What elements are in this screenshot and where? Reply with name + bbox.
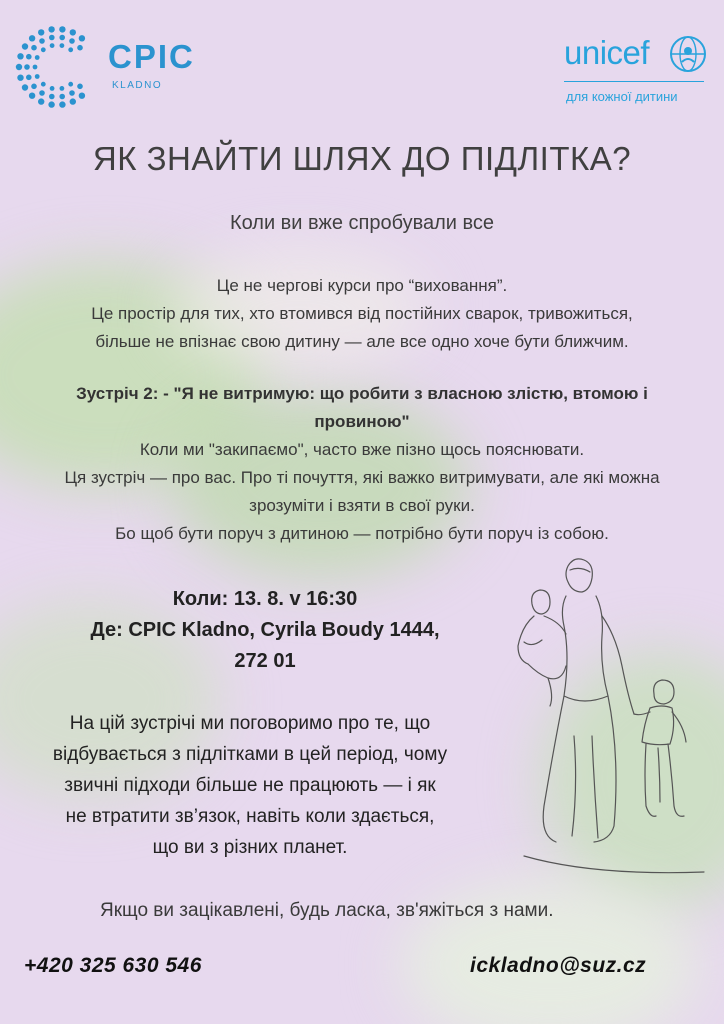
intro-line: Це простір для тих, хто втомився від постійних сварок, тривожиться, xyxy=(91,304,633,323)
description-line: звичні підходи більше не працюють — і як xyxy=(64,775,436,796)
description-line: що ви з різних планет. xyxy=(152,837,348,858)
cpic-ring-dot xyxy=(69,38,75,44)
cpic-ring-dot xyxy=(31,84,37,90)
cpic-ring-dot xyxy=(39,38,45,44)
cpic-wordmark: CPIC xyxy=(108,38,195,75)
meeting-label: Зустріч 2 xyxy=(76,384,153,403)
cpic-ring-dot xyxy=(69,90,75,96)
page-title: ЯК ЗНАЙТИ ШЛЯХ ДО ПІДЛІТКА? xyxy=(92,140,632,177)
event-when: Коли: 13. 8. v 16:30 xyxy=(172,588,358,610)
meeting-title-part2: провиною" xyxy=(314,412,410,431)
meeting-description xyxy=(0,436,724,548)
cpic-ring-dot xyxy=(38,98,44,104)
cpic-ring-dot xyxy=(39,90,45,96)
cpic-ring-dot xyxy=(77,45,83,51)
unicef-logo xyxy=(548,34,708,114)
cpic-ring-dot xyxy=(50,43,55,48)
cpic-ring-dot xyxy=(49,94,55,100)
cpic-ring-dot xyxy=(26,54,32,60)
contact-phone[interactable]: +420 325 630 546 xyxy=(24,954,202,977)
meeting-heading-line xyxy=(30,380,694,408)
unicef-wordmark: unicef xyxy=(564,34,650,71)
cpic-ring-dot xyxy=(60,86,65,91)
description-line: не втратити зв’язок, навіть коли здається, xyxy=(65,806,435,827)
cpic-ring-dot xyxy=(16,64,22,70)
cpic-ring-dot xyxy=(41,82,46,87)
cpic-ring-dot xyxy=(31,45,37,51)
intro-line: більше не впізнає свою дитину — але все одно хоче бути ближчим. xyxy=(95,332,629,351)
cpic-dotted-ring-icon xyxy=(14,24,104,110)
cpic-ring-dot xyxy=(24,64,30,70)
description-line: На цій зустрічі ми поговоримо про те, що xyxy=(69,713,431,734)
meeting-heading xyxy=(30,380,694,436)
cpic-ring-dot xyxy=(17,53,23,59)
cpic-ring-dot xyxy=(70,29,76,35)
event-details xyxy=(30,584,500,677)
intro-paragraph xyxy=(10,272,714,356)
cpic-ring-dot xyxy=(59,26,65,32)
cpic-ring-dot xyxy=(59,35,65,41)
meeting-line: Коли ми "закипаємо", часто вже пізно щось пояснювати. xyxy=(139,440,585,459)
cpic-ring-dot xyxy=(68,47,73,52)
cpic-ring-dot xyxy=(22,84,28,90)
event-postcode: 272 01 xyxy=(234,650,296,672)
cpic-ring-dot xyxy=(68,82,73,87)
cpic-ring-dot xyxy=(26,75,32,81)
description-line: відбувається з підлітками в цей період, чому xyxy=(52,744,448,765)
cpic-ring-dot xyxy=(59,94,65,100)
unicef-divider xyxy=(564,81,704,82)
meeting-line: Ця зустріч — про вас. Про ті почуття, які важко витримувати, але які можна xyxy=(64,468,660,487)
unicef-tagline: для кожної дитини xyxy=(566,89,678,104)
cpic-ring-dot xyxy=(33,65,38,70)
event-where: Де: CPIC Kladno, Cyrila Boudy 1444, xyxy=(90,619,440,641)
cpic-ring-dot xyxy=(29,93,35,99)
meeting-title-part1: : - "Я не витримую: що робити з власною злістю, втомою і xyxy=(152,384,648,403)
cpic-ring-dot xyxy=(48,101,54,107)
cpic-ring-dot xyxy=(17,75,23,81)
meeting-line: зрозуміти і взяти в свої руки. xyxy=(249,496,475,515)
unicef-globe-icon xyxy=(668,34,708,74)
contact-email[interactable]: ickladno@suz.cz xyxy=(470,954,647,977)
cpic-ring-dot xyxy=(41,47,46,52)
cpic-ring-dot xyxy=(79,93,85,99)
family-line-art-illustration xyxy=(504,556,720,886)
cpic-ring-dot xyxy=(50,86,55,91)
cpic-ring-dot xyxy=(49,35,55,41)
cpic-ring-dot xyxy=(77,84,83,90)
cpic-ring-dot xyxy=(22,43,28,49)
meeting-line: Бо щоб бути поруч з дитиною — потрібно бути поруч із собою. xyxy=(115,524,609,543)
cpic-ring-dot xyxy=(60,43,65,48)
cpic-ring-dot xyxy=(38,29,44,35)
cpic-ring-dot xyxy=(48,26,54,32)
cpic-ring-dot xyxy=(79,35,85,41)
intro-line: Це не чергові курси про “виховання”. xyxy=(216,276,508,295)
page-subtitle: Коли ви вже спробували все xyxy=(229,212,495,234)
cpic-ring-dot xyxy=(29,35,35,41)
cpic-ring-dot xyxy=(59,101,65,107)
contact-note: Якщо ви зацікавлені, будь ласка, зв'яжіться з нами. xyxy=(100,900,554,921)
cpic-ring-dot xyxy=(70,98,76,104)
cpic-ring-dot xyxy=(35,74,40,79)
cpic-city: KLADNO xyxy=(112,80,163,91)
topic-description xyxy=(0,708,500,863)
cpic-logo xyxy=(14,24,204,110)
cpic-ring-dot xyxy=(35,55,40,60)
